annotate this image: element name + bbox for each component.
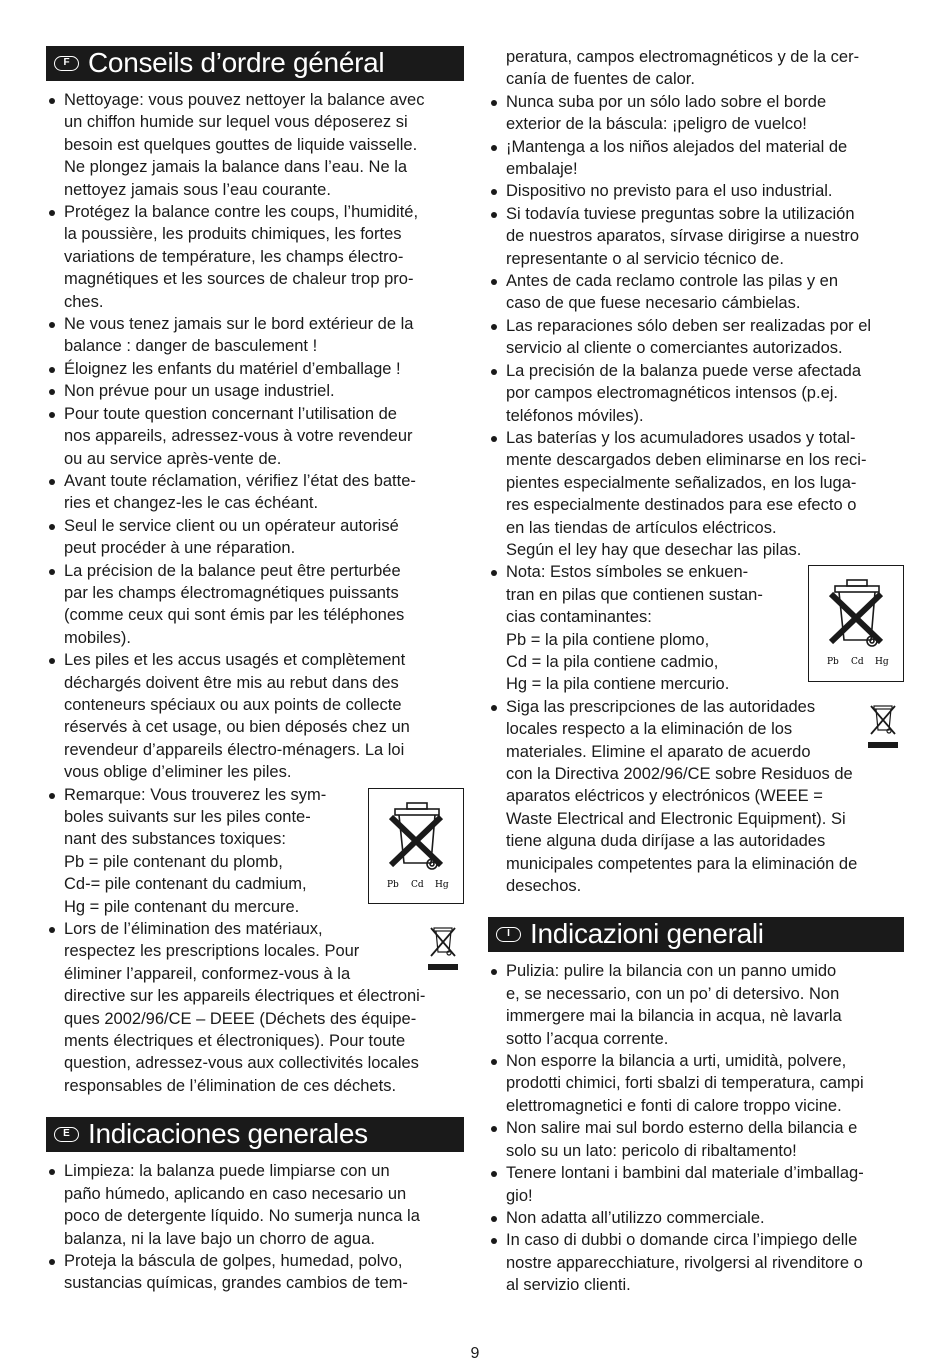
text-line: materiales. Elimine el aparato de acuerdo bbox=[506, 742, 811, 761]
text-line: cias contaminantes: bbox=[506, 608, 652, 627]
es-list bbox=[46, 1160, 464, 1294]
text-line: responsables de l’élimination de ces déchets. bbox=[64, 1076, 397, 1095]
fr-list bbox=[46, 89, 464, 784]
left-column bbox=[46, 46, 464, 1295]
symbol-label-pb: Pb bbox=[387, 879, 399, 890]
text-line: sotto l’acqua corrente. bbox=[506, 1029, 669, 1048]
text-line: Non salire mai sul bordo esterno della bilancia e bbox=[506, 1119, 858, 1138]
text-line: La precisión de la balanza puede verse afectada bbox=[506, 361, 861, 380]
text-line: directive sur les appareils électriques et électroni- bbox=[64, 987, 426, 1006]
text-line: conteneurs spéciaux ou aux points de collecte bbox=[64, 695, 402, 714]
text-line: canía de fuentes de calor. bbox=[506, 70, 695, 89]
language-badge-es: E bbox=[54, 1127, 79, 1142]
text-line: por campos electromagnéticos intensos (p.ej. bbox=[506, 384, 838, 403]
page-number: 9 bbox=[470, 1345, 480, 1362]
text-line: ches. bbox=[64, 292, 104, 311]
text-line: réservés à cet usage, ou bien déposés chez un bbox=[64, 718, 410, 737]
text-line: teléfonos móviles). bbox=[506, 406, 644, 425]
section-header-es bbox=[46, 1117, 464, 1152]
text-line: Limpieza: la balanza puede limpiarse con un bbox=[64, 1162, 390, 1181]
text-line: boles suivants sur les piles conte- bbox=[64, 808, 311, 826]
fr-remark-list bbox=[46, 784, 464, 1098]
text-line: mente descargados deben eliminarse en los reci- bbox=[506, 451, 867, 470]
text-line: solo su un lato: pericolo di ribaltamento! bbox=[506, 1141, 797, 1160]
text-line: Pb = la pila contiene plomo, bbox=[506, 630, 710, 649]
text-line: vous oblige d’eliminer les piles. bbox=[64, 763, 292, 782]
text-line: municipales competentes para la eliminación de bbox=[506, 854, 858, 873]
text-line: un chiffon humide sur lequel vous déposerez si bbox=[64, 113, 408, 132]
list-item bbox=[488, 1207, 904, 1229]
text-line: magnétiques et les sources de chaleur trop pro- bbox=[64, 270, 414, 289]
text-line: Pb = pile contenant du plomb, bbox=[64, 852, 283, 871]
text-line: Hg = pile contenant du mercure. bbox=[64, 897, 300, 916]
list-item bbox=[46, 380, 464, 402]
text-line: par les champs électromagnétiques puissants bbox=[64, 583, 399, 602]
battery-recycling-symbol bbox=[368, 788, 464, 904]
text-line: al servizio clienti. bbox=[506, 1276, 631, 1295]
text-line: embalaje! bbox=[506, 160, 578, 179]
weee-symbol bbox=[866, 700, 900, 756]
text-line: Las reparaciones sólo deben ser realizadas por el bbox=[506, 316, 872, 335]
text-line: Éloignez les enfants du matériel d’emballage ! bbox=[64, 359, 401, 378]
text-line: nant des substances toxiques: bbox=[64, 830, 286, 849]
list-item bbox=[488, 270, 904, 315]
list-item bbox=[46, 358, 464, 380]
text-line: Non prévue pour un usage industriel. bbox=[64, 382, 335, 401]
text-line: servicio al cliente o comerciantes autorizados. bbox=[506, 339, 843, 358]
text-line: Ne plongez jamais la balance dans l’eau. Ne la bbox=[64, 158, 408, 177]
crossed-bin-icon bbox=[426, 922, 460, 972]
text-line: Nunca suba por un sólo lado sobre el borde bbox=[506, 92, 827, 111]
text-line: en las tiendas de artículos eléctricos. bbox=[506, 518, 777, 537]
text-line: con la Directiva 2002/96/CE sobre Residuos de bbox=[506, 765, 853, 783]
text-line: Non esporre la bilancia a urti, umidità, polvere, bbox=[506, 1052, 847, 1071]
list-item bbox=[488, 696, 904, 898]
crossed-bin-icon bbox=[809, 566, 903, 674]
list-item bbox=[488, 1229, 904, 1296]
text-line: Pulizia: pulire la bilancia con un panno umido bbox=[506, 962, 837, 981]
list-item bbox=[46, 784, 464, 918]
text-line: Nota: Estos símboles se enkuen- bbox=[506, 563, 749, 582]
text-line: tran en pilas que contienen sustan- bbox=[506, 585, 763, 604]
text-line: revendeur d’appareils électro-ménagers. La loi bbox=[64, 740, 405, 759]
text-line: tiene alguna duda diríjase a las autoridades bbox=[506, 832, 826, 851]
text-line: poco de detergente líquido. No sumerja nunca la bbox=[64, 1207, 420, 1226]
text-line: gio! bbox=[506, 1186, 533, 1205]
text-line: Proteja la báscula de golpes, humedad, polvo, bbox=[64, 1251, 403, 1270]
es-note-list bbox=[488, 561, 904, 897]
text-line: aparatos eléctricos y electrónicos (WEEE = bbox=[506, 787, 823, 806]
section-title-it: Indicazioni generali bbox=[530, 918, 764, 950]
text-line: sustancias químicas, grandes cambios de tem- bbox=[64, 1274, 408, 1293]
text-line: Siga las prescripciones de las autoridades bbox=[506, 697, 816, 716]
list-item bbox=[488, 960, 904, 1050]
text-line: de nuestros aparatos, sírvase dirigirse a nuestro bbox=[506, 227, 860, 246]
symbol-label-pb: Pb bbox=[827, 657, 839, 668]
text-line: caso de que fuese necesario cámbielas. bbox=[506, 294, 801, 313]
list-item bbox=[46, 403, 464, 470]
text-line: paño húmedo, aplicando en caso necesario un bbox=[64, 1184, 407, 1203]
text-line: desechos. bbox=[506, 877, 582, 896]
text-line: (comme ceux qui sont émis par les téléphones bbox=[64, 606, 405, 625]
symbol-label-cd: Cd bbox=[851, 657, 864, 668]
es-list-continued bbox=[488, 91, 904, 562]
list-item bbox=[46, 918, 464, 1097]
crossed-bin-icon bbox=[369, 789, 463, 897]
text-line: Pour toute question concernant l’utilisation de bbox=[64, 404, 397, 423]
text-line: Lors de l’élimination des matériaux, bbox=[64, 920, 323, 939]
text-line: Cd = la pila contiene cadmio, bbox=[506, 652, 719, 671]
symbol-label-cd: Cd bbox=[411, 879, 424, 890]
text-line: Tenere lontani i bambini dal materiale d’imballag- bbox=[506, 1164, 864, 1183]
list-item bbox=[488, 360, 904, 427]
text-line: ments électriques et électroniques). Pour toute bbox=[64, 1032, 406, 1051]
list-item bbox=[488, 1162, 904, 1207]
text-line: Las baterías y los acumuladores usados y total- bbox=[506, 428, 856, 447]
list-item bbox=[46, 1160, 464, 1250]
text-line: elettromagnetici e fonti di calore troppo vicine. bbox=[506, 1096, 842, 1115]
it-list bbox=[488, 960, 904, 1296]
text-line: Hg = la pila contiene mercurio. bbox=[506, 675, 730, 694]
battery-recycling-symbol bbox=[808, 565, 904, 681]
text-line: pientes especialmente señalizados, en los luga- bbox=[506, 473, 857, 492]
list-item bbox=[46, 649, 464, 783]
text-line: Les piles et les accus usagés et complètement bbox=[64, 651, 406, 670]
text-line: nettoyez jamais sous l’eau courante. bbox=[64, 180, 331, 199]
list-item bbox=[46, 515, 464, 560]
crossed-bin-icon bbox=[866, 700, 900, 750]
list-item bbox=[488, 1117, 904, 1162]
text-line: e, se necessario, con un po’ di detersivo. Non bbox=[506, 984, 840, 1003]
text-line: balance : danger de basculement ! bbox=[64, 337, 318, 356]
list-item bbox=[46, 313, 464, 358]
text-line: mobiles). bbox=[64, 628, 131, 647]
text-line: Non adatta all’utilizzo commerciale. bbox=[506, 1208, 765, 1227]
text-line: In caso di dubbi o domande circa l’impiego delle bbox=[506, 1231, 858, 1250]
right-column bbox=[488, 46, 904, 1297]
text-line: question, adressez-vous aux collectivités locales bbox=[64, 1054, 419, 1073]
text-line: ques 2002/96/CE – DEEE (Déchets des équipe- bbox=[64, 1009, 417, 1028]
es-continued-text bbox=[488, 46, 904, 91]
text-line: nostre apparecchiature, rivolgersi al rivenditore o bbox=[506, 1253, 863, 1272]
text-line: Cd-= pile contenant du cadmium, bbox=[64, 875, 307, 894]
list-item bbox=[46, 470, 464, 515]
list-item bbox=[488, 91, 904, 136]
text-line: representante o al servicio técnico de. bbox=[506, 249, 784, 268]
symbol-label-hg: Hg bbox=[875, 657, 889, 668]
text-line: La précision de la balance peut être perturbée bbox=[64, 561, 401, 580]
text-line: Avant toute réclamation, vérifiez l’état des batte- bbox=[64, 471, 416, 490]
text-line: éliminer l’appareil, conformez-vous à la bbox=[64, 964, 351, 983]
section-header-it bbox=[488, 917, 904, 952]
list-item bbox=[488, 561, 904, 695]
list-item bbox=[46, 1250, 464, 1295]
text-line: peratura, campos electromagnéticos y de la cer- bbox=[506, 48, 860, 66]
list-item bbox=[488, 315, 904, 360]
text-line: peut procéder à une réparation. bbox=[64, 539, 296, 558]
text-line: Waste Electrical and Electronic Equipment). Si bbox=[506, 809, 846, 828]
text-line: Remarque: Vous trouverez les sym- bbox=[64, 785, 327, 804]
text-line: immergere mai la bilancia in acqua, nè lavarla bbox=[506, 1007, 842, 1026]
text-line: Nettoyage: vous pouvez nettoyer la balance avec bbox=[64, 91, 425, 109]
text-line: variations de température, les champs électro- bbox=[64, 247, 404, 266]
text-line: ¡Mantenga a los niños alejados del material de bbox=[506, 137, 848, 156]
list-item bbox=[46, 201, 464, 313]
text-line: Dispositivo no previsto para el uso industrial. bbox=[506, 182, 833, 201]
section-title-es: Indicaciones generales bbox=[88, 1118, 368, 1150]
text-line: locales respecto a la eliminación de los bbox=[506, 720, 793, 739]
text-line: Según el ley hay que desechar las pilas. bbox=[506, 540, 802, 559]
list-item bbox=[488, 1050, 904, 1117]
text-line: Protégez la balance contre les coups, l’humidité, bbox=[64, 203, 419, 222]
text-line: la poussière, les produits chimiques, les fortes bbox=[64, 225, 402, 244]
list-item bbox=[46, 560, 464, 650]
text-line: balanza, ni la lave bajo un chorro de agua. bbox=[64, 1229, 375, 1248]
list-item bbox=[46, 89, 464, 201]
text-line: respectez les prescriptions locales. Pour bbox=[64, 942, 360, 961]
text-line: besoin est quelques gouttes de liquide vaisselle. bbox=[64, 135, 418, 154]
section-title-fr: Conseils d’ordre général bbox=[88, 47, 385, 78]
list-item bbox=[488, 203, 904, 270]
text-line: Si todavía tuviese preguntas sobre la utilización bbox=[506, 204, 855, 223]
list-item bbox=[488, 427, 904, 561]
language-badge-fr: F bbox=[54, 56, 79, 71]
list-item bbox=[488, 180, 904, 202]
text-line: déchargés doivent être mis au rebut dans des bbox=[64, 673, 399, 692]
text-line: res especialmente destinados para ese efecto o bbox=[506, 496, 857, 515]
section-header-fr bbox=[46, 46, 464, 81]
text-line: ries et changez-les le cas échéant. bbox=[64, 494, 319, 513]
language-badge-it: I bbox=[496, 927, 521, 942]
text-line: Seul le service client ou un opérateur autorisé bbox=[64, 516, 399, 535]
text-line: prodotti chimici, forti sbalzi di temperatura, campi bbox=[506, 1074, 864, 1093]
list-item bbox=[488, 136, 904, 181]
text-line: exterior de la báscula: ¡peligro de vuelco! bbox=[506, 115, 807, 134]
weee-symbol bbox=[426, 922, 460, 978]
symbol-label-hg: Hg bbox=[435, 879, 449, 890]
text-line: ou au service après-vente de. bbox=[64, 449, 282, 468]
text-line: nos appareils, adressez-vous à votre revendeur bbox=[64, 427, 413, 446]
text-line: Antes de cada reclamo controle las pilas y en bbox=[506, 272, 839, 291]
text-line: Ne vous tenez jamais sur le bord extérieur de la bbox=[64, 315, 414, 334]
